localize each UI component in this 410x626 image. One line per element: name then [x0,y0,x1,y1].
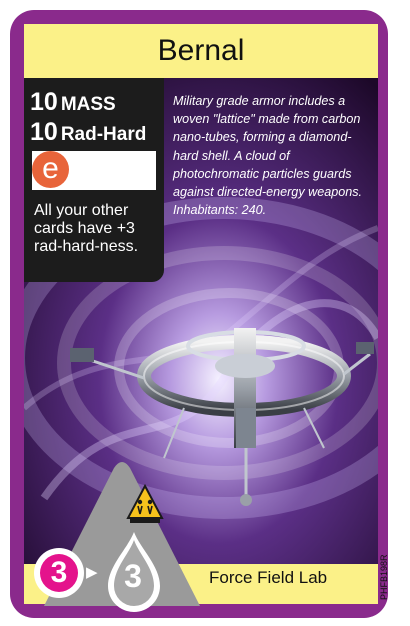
hazard-warning-icon [126,484,164,524]
card-subtitle: Force Field Lab [209,568,328,587]
radhard-value: 10 [30,118,58,146]
flavor-description: Military grade armor includes a woven "lattice" made from carbon nano-tubes, forming a diamond-hard shell. A cloud of photochromatic particles guards against directed-energy weapons. [173,94,363,200]
radhard-stat [30,118,146,147]
era-box [32,151,156,190]
radhard-label: Rad-Hard [60,124,147,145]
era-e-icon: e [32,151,69,188]
promotion-arrow-icon: ▶ [86,564,98,581]
mass-label: MASS [60,94,116,115]
mass-stat [30,88,116,117]
flavor-inhabitants: Inhabitants: 240. [173,203,267,218]
flavor-text [173,92,373,219]
mass-value: 10 [30,88,58,116]
card-code-text: PHFB198R [379,554,389,600]
promotion-from: 3 [40,554,78,592]
stats-panel [24,78,164,282]
card-title: Bernal [24,24,378,78]
ability-text: All your other cards have +3 rad-hard-ness. [34,202,139,255]
promotion-indicator [34,530,154,614]
promotion-to: 3 [124,558,142,594]
